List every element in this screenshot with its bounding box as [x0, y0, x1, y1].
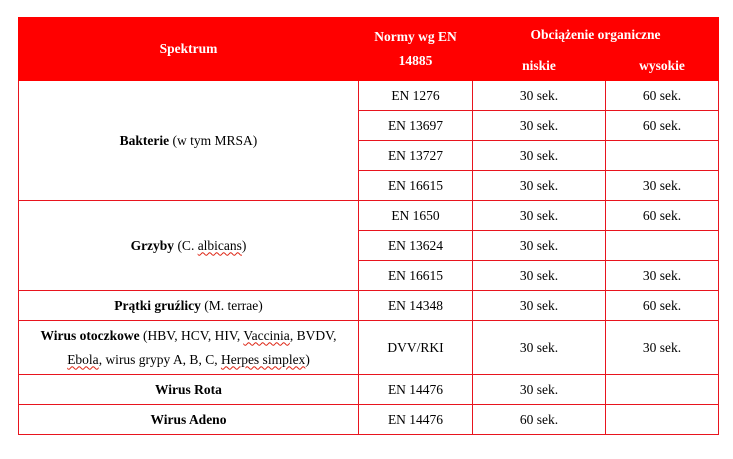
header-norms: Normy wg EN 14885 — [359, 18, 473, 81]
group-enveloped-viruses — [19, 321, 359, 375]
high-cell — [606, 405, 719, 435]
group-bacteria — [19, 81, 359, 201]
virus-name: Ebola — [67, 351, 99, 367]
group-adeno — [19, 405, 359, 435]
high-cell: 60 sek. — [606, 81, 719, 111]
low-cell: 30 sek. — [473, 321, 606, 375]
low-cell: 30 sek. — [473, 111, 606, 141]
group-name: Prątki gruźlicy — [114, 297, 201, 313]
norm-cell: EN 13697 — [359, 111, 473, 141]
high-cell: 60 sek. — [606, 291, 719, 321]
table-row — [19, 405, 719, 435]
norm-cell: EN 14476 — [359, 375, 473, 405]
group-mycobacteria — [19, 291, 359, 321]
header-spectrum: Spektrum — [19, 18, 359, 81]
header-high: wysokie — [606, 52, 719, 81]
group-name: Grzyby — [130, 237, 175, 253]
group-rota — [19, 375, 359, 405]
high-cell: 60 sek. — [606, 201, 719, 231]
low-cell: 30 sek. — [473, 261, 606, 291]
low-cell: 60 sek. — [473, 405, 606, 435]
table-row — [19, 81, 719, 111]
high-cell — [606, 231, 719, 261]
high-cell — [606, 141, 719, 171]
table-row — [19, 321, 719, 375]
virus-name: Vaccinia — [243, 327, 290, 343]
group-detail-pre: (C. — [177, 237, 198, 253]
norm-cell: EN 1276 — [359, 81, 473, 111]
group-detail-post: ) — [241, 237, 247, 253]
virus-name: Herpes simplex — [220, 351, 306, 367]
norm-cell: EN 16615 — [359, 261, 473, 291]
high-cell: 60 sek. — [606, 111, 719, 141]
low-cell: 30 sek. — [473, 291, 606, 321]
norm-cell: EN 16615 — [359, 171, 473, 201]
norm-cell: EN 1650 — [359, 201, 473, 231]
norm-cell: EN 13624 — [359, 231, 473, 261]
group-name: Wirus otoczkowe — [40, 327, 140, 343]
group-detail-part: ) — [305, 351, 310, 367]
high-cell: 30 sek. — [606, 171, 719, 201]
group-detail: (M. terrae) — [204, 297, 263, 313]
group-detail-part: , BVDV, — [289, 327, 337, 343]
norm-cell: DVV/RKI — [359, 321, 473, 375]
low-cell: 30 sek. — [473, 171, 606, 201]
header-low: niskie — [473, 52, 606, 81]
header-organic-load: Obciążenie organiczne — [473, 18, 719, 52]
group-detail-part: (HBV, HCV, HIV, — [139, 327, 244, 343]
group-fungi — [19, 201, 359, 291]
table-row — [19, 375, 719, 405]
group-detail-part: , wirus grypy A, B, C, — [98, 351, 221, 367]
high-cell — [606, 375, 719, 405]
group-detail-species: albicans — [197, 237, 242, 253]
disinfection-spectrum-table — [18, 17, 719, 435]
norm-cell: EN 14348 — [359, 291, 473, 321]
group-detail: (w tym MRSA) — [172, 132, 258, 148]
group-name: Wirus Rota — [155, 381, 222, 397]
low-cell: 30 sek. — [473, 231, 606, 261]
low-cell: 30 sek. — [473, 141, 606, 171]
high-cell: 30 sek. — [606, 261, 719, 291]
low-cell: 30 sek. — [473, 81, 606, 111]
low-cell: 30 sek. — [473, 201, 606, 231]
group-name: Bakterie — [119, 132, 170, 148]
low-cell: 30 sek. — [473, 375, 606, 405]
norm-cell: EN 14476 — [359, 405, 473, 435]
table-row — [19, 201, 719, 231]
table-row — [19, 291, 719, 321]
norm-cell: EN 13727 — [359, 141, 473, 171]
group-name: Wirus Adeno — [150, 411, 227, 427]
high-cell: 30 sek. — [606, 321, 719, 375]
